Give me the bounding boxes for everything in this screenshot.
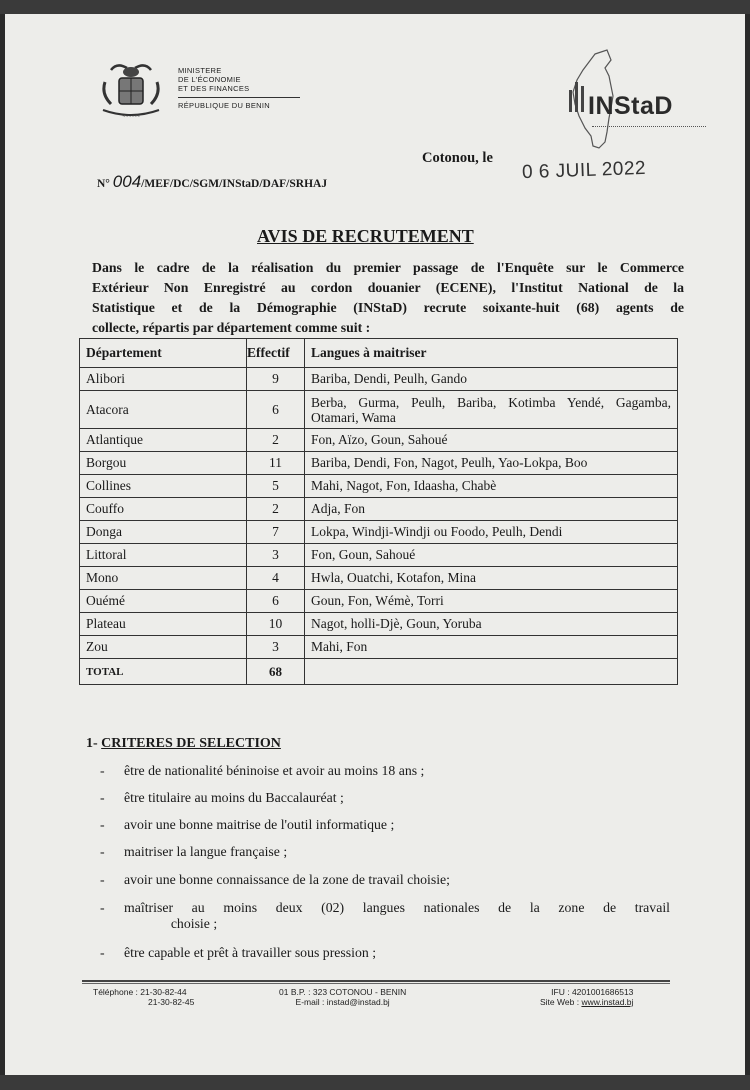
table-total-row <box>80 659 678 685</box>
cell-languages: Fon, Aïzo, Goun, Sahoué <box>305 429 678 452</box>
cell-languages: Berba, Gurma, Peulh, Bariba, Kotimba Yendé, Gagamba, Otamari, Wama <box>305 391 678 429</box>
ref-prefix: N° <box>97 178 110 190</box>
cell-languages: Nagot, holli-Djè, Goun, Yoruba <box>305 613 678 636</box>
cell-count: 2 <box>247 498 305 521</box>
list-dash: - <box>100 844 105 859</box>
footer-divider-thin <box>82 983 670 984</box>
reference-number <box>97 172 327 192</box>
list-dash: - <box>100 872 105 887</box>
logo-tagline-line <box>592 126 706 127</box>
table-row <box>80 368 678 391</box>
list-item <box>100 763 670 779</box>
ref-handwritten-number: 004 <box>112 172 142 191</box>
ministry-line-1: MINISTERE <box>178 66 222 75</box>
cell-count: 10 <box>247 613 305 636</box>
intro-line: Statistique et de la Démographie (INStaD) recrute soixante-huit (68) agents de <box>92 300 684 315</box>
footer-phone-1: Téléphone : 21-30-82-44 <box>93 987 187 997</box>
cell-department: Atacora <box>80 391 247 429</box>
table-row <box>80 391 678 429</box>
cell-count: 9 <box>247 368 305 391</box>
list-dash: - <box>100 817 105 832</box>
cell-count: 3 <box>247 636 305 659</box>
ministry-line-2: DE L'ÉCONOMIE <box>178 75 241 84</box>
footer-ifu: IFU : 4201001686513 <box>551 987 634 997</box>
ministry-divider <box>178 97 300 98</box>
top-bar <box>0 0 750 14</box>
table-row <box>80 521 678 544</box>
table-header-row <box>80 339 678 368</box>
criterion-text-continued: choisie ; <box>170 916 218 931</box>
city-label: Cotonou, le <box>422 150 493 166</box>
cell-count: 2 <box>247 429 305 452</box>
table-row <box>80 590 678 613</box>
cell-languages: Bariba, Dendi, Peulh, Gando <box>305 368 678 391</box>
cell-count: 11 <box>247 452 305 475</box>
table-row <box>80 567 678 590</box>
cell-department: Couffo <box>80 498 247 521</box>
list-item <box>100 900 670 932</box>
list-item <box>100 790 670 806</box>
intro-line: Extérieur Non Enregistré au cordon douanier (ECENE), l'Institut National de la <box>92 280 684 295</box>
criterion-text: maitriser la langue française ; <box>124 844 288 859</box>
list-dash: - <box>100 945 105 960</box>
cell-count: 4 <box>247 567 305 590</box>
total-value: 68 <box>247 659 305 685</box>
criterion-text: être de nationalité béninoise et avoir au moins 18 ans ; <box>124 763 425 778</box>
page-title: AVIS DE RECRUTEMENT <box>257 226 474 246</box>
table-row <box>80 636 678 659</box>
cell-languages: Hwla, Ouatchi, Kotafon, Mina <box>305 567 678 590</box>
intro-paragraph <box>92 258 684 338</box>
intro-line: collecte, répartis par département comme suit : <box>92 320 371 335</box>
instad-logo-text: INStaD <box>588 92 673 120</box>
table-row <box>80 475 678 498</box>
section-title: CRITERES DE SELECTION <box>101 736 281 751</box>
cell-count: 6 <box>247 391 305 429</box>
cell-count: 6 <box>247 590 305 613</box>
cell-department: Alibori <box>80 368 247 391</box>
list-item <box>100 945 670 961</box>
cell-department: Littoral <box>80 544 247 567</box>
footer-phone-2: 21-30-82-45 <box>148 997 195 1007</box>
cell-count: 7 <box>247 521 305 544</box>
ministry-header <box>178 66 300 110</box>
cell-languages: Lokpa, Windji-Windji ou Foodo, Peulh, Dendi <box>305 521 678 544</box>
footer-phone <box>93 987 194 1007</box>
cell-count: 5 <box>247 475 305 498</box>
table-row <box>80 429 678 452</box>
cell-department: Donga <box>80 521 247 544</box>
list-dash: - <box>100 763 105 778</box>
footer-site-label: Site Web : <box>540 997 580 1007</box>
intro-line: Dans le cadre de la réalisation du premier passage de l'Enquête sur le Commerce <box>92 260 684 275</box>
criterion-text: maîtriser au moins deux (02) langues nationales de la zone de travail <box>124 900 670 915</box>
cell-languages: Bariba, Dendi, Fon, Nagot, Peulh, Yao-Lokpa, Boo <box>305 452 678 475</box>
cell-languages: Adja, Fon <box>305 498 678 521</box>
criterion-text: être titulaire au moins du Baccalauréat ; <box>124 790 344 805</box>
cell-department: Zou <box>80 636 247 659</box>
criterion-text: avoir une bonne connaissance de la zone de travail choisie; <box>124 872 451 887</box>
footer-divider <box>82 980 670 982</box>
column-header-department: Département <box>80 339 247 368</box>
list-dash: - <box>100 900 105 915</box>
column-header-effectif: Effectif <box>247 339 305 368</box>
section-heading-criteria <box>86 736 281 752</box>
cell-languages: Mahi, Nagot, Fon, Idaasha, Chabè <box>305 475 678 498</box>
table-row <box>80 544 678 567</box>
cell-department: Plateau <box>80 613 247 636</box>
total-label: TOTAL <box>80 659 247 685</box>
cell-department: Collines <box>80 475 247 498</box>
footer-address <box>279 987 406 1007</box>
svg-text:~~~~~~: ~~~~~~ <box>122 114 140 120</box>
table-row <box>80 452 678 475</box>
list-dash: - <box>100 790 105 805</box>
cell-department: Mono <box>80 567 247 590</box>
criterion-text: être capable et prêt à travailler sous pression ; <box>124 945 377 960</box>
cell-department: Ouémé <box>80 590 247 613</box>
footer-site <box>540 997 633 1007</box>
list-item <box>100 844 670 860</box>
criterion-text: avoir une bonne maitrise de l'outil informatique ; <box>124 817 395 832</box>
cell-department: Atlantique <box>80 429 247 452</box>
bottom-bar <box>0 1075 750 1090</box>
footer-ifu-site <box>540 987 633 1007</box>
cell-languages: Goun, Fon, Wémè, Torri <box>305 590 678 613</box>
ref-path: /MEF/DC/SGM/INStaD/DAF/SRHAJ <box>141 178 328 190</box>
list-item <box>100 817 670 833</box>
date-stamp: 0 6 JUIL 2022 <box>521 157 647 184</box>
footer-email: E-mail : instad@instad.bj <box>295 997 390 1007</box>
table-row <box>80 498 678 521</box>
cell-count: 3 <box>247 544 305 567</box>
footer-site-link[interactable]: www.instad.bj <box>581 997 634 1007</box>
footer-address-line: 01 B.P. : 323 COTONOU - BENIN <box>279 987 407 997</box>
benin-coat-of-arms-icon <box>97 60 165 122</box>
table-row <box>80 613 678 636</box>
cell-department: Borgou <box>80 452 247 475</box>
ministry-line-3: ET DES FINANCES <box>178 84 250 93</box>
section-number: 1- <box>86 736 98 751</box>
ministry-country: RÉPUBLIQUE DU BENIN <box>178 101 270 110</box>
column-header-langues: Langues à maitriser <box>305 339 678 368</box>
list-item <box>100 872 670 888</box>
department-table <box>79 338 678 685</box>
cell-languages: Fon, Goun, Sahoué <box>305 544 678 567</box>
total-empty-cell <box>305 659 678 685</box>
cell-languages: Mahi, Fon <box>305 636 678 659</box>
